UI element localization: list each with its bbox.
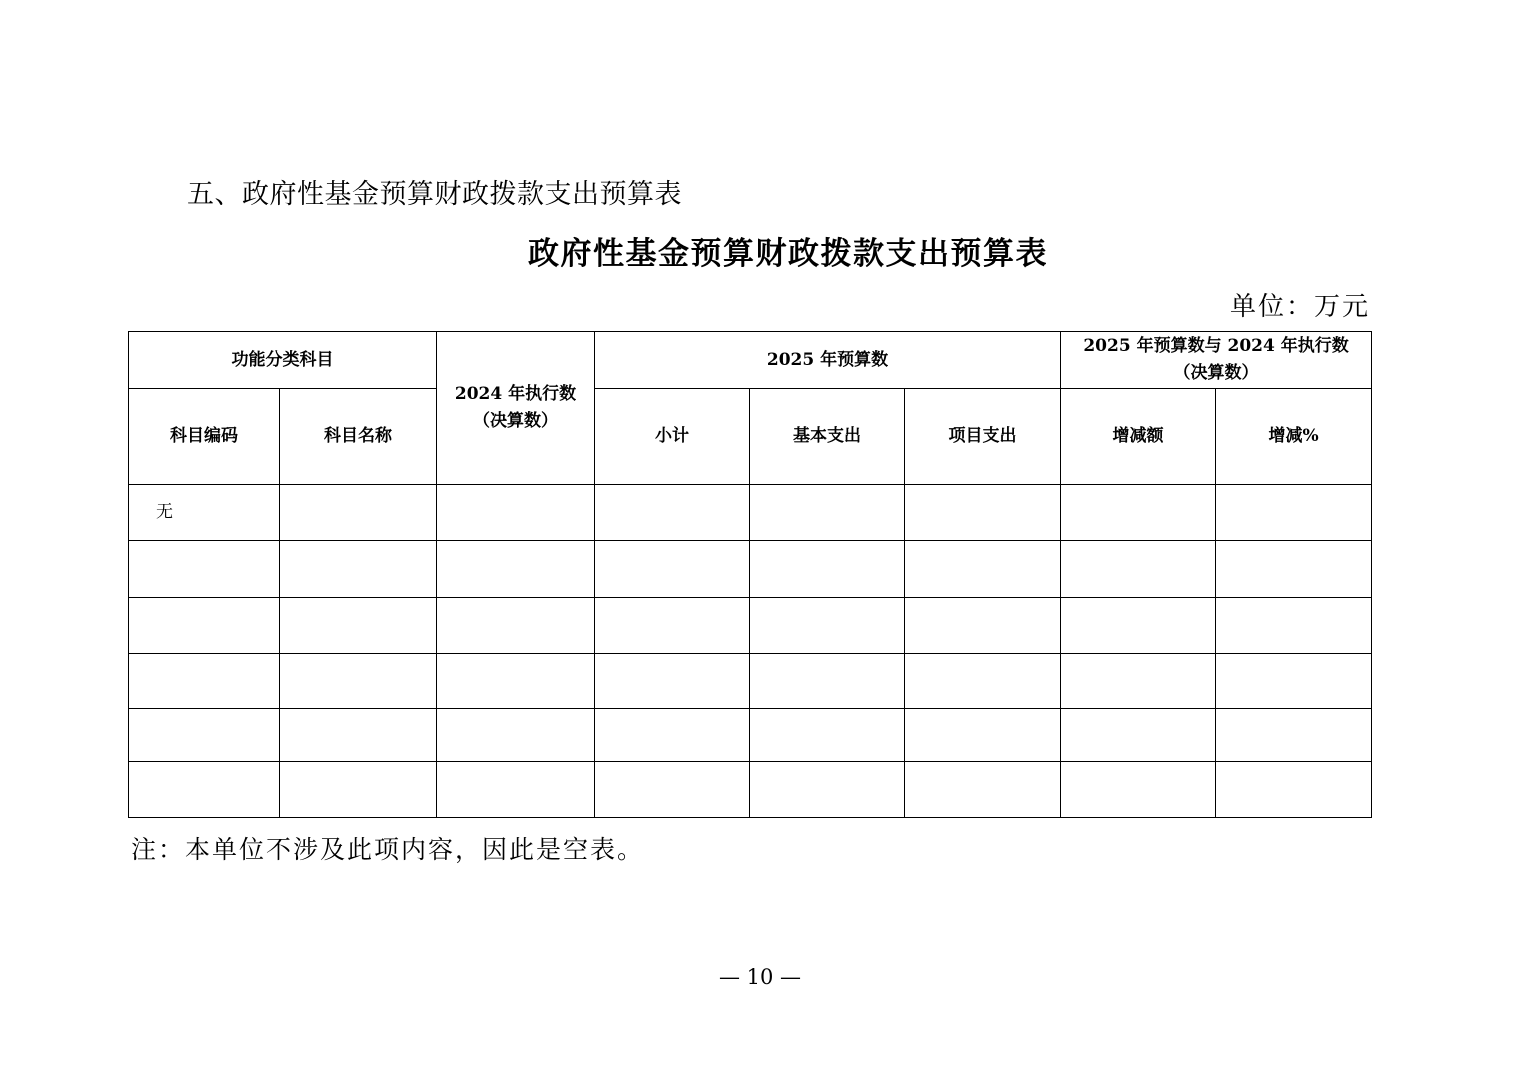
table-cell xyxy=(437,654,595,709)
table-cell xyxy=(1216,762,1372,818)
table-cell xyxy=(595,709,750,762)
header-project-expenditure: 项目支出 xyxy=(905,389,1061,485)
header-executed-2024-line2: （决算数） xyxy=(473,411,558,431)
table-cell xyxy=(1061,485,1216,541)
budget-table xyxy=(128,331,1372,818)
table-cell xyxy=(595,654,750,709)
table-cell xyxy=(437,598,595,654)
table-cell xyxy=(750,541,905,598)
header-subject-code: 科目编码 xyxy=(129,389,280,485)
table-cell xyxy=(280,709,437,762)
table-cell xyxy=(1061,541,1216,598)
table-body xyxy=(129,485,1372,818)
table-cell xyxy=(1061,654,1216,709)
table-cell xyxy=(437,709,595,762)
header-comparison-line2: （决算数） xyxy=(1173,363,1259,383)
table-cell xyxy=(750,709,905,762)
table-cell xyxy=(750,485,905,541)
table-cell xyxy=(595,762,750,818)
table-cell xyxy=(905,485,1061,541)
table-cell xyxy=(750,598,905,654)
table-cell xyxy=(905,762,1061,818)
table-row xyxy=(129,541,1372,598)
table-cell xyxy=(750,762,905,818)
header-subject-name: 科目名称 xyxy=(280,389,437,485)
table-cell xyxy=(595,541,750,598)
table-cell xyxy=(129,654,280,709)
table-cell xyxy=(1216,654,1372,709)
header-comparison-line1: 2025 年预算数与 2024 年执行数 xyxy=(1083,336,1349,356)
footnote: 注：本单位不涉及此项内容，因此是空表。 xyxy=(131,835,645,864)
section-heading: 五、政府性基金预算财政拨款支出预算表 xyxy=(187,179,682,210)
header-change-percent: 增减% xyxy=(1216,389,1372,485)
header-executed-2024 xyxy=(437,332,595,485)
table-cell xyxy=(905,598,1061,654)
header-change-amount: 增减额 xyxy=(1061,389,1216,485)
table-title: 政府性基金预算财政拨款支出预算表 xyxy=(528,236,1048,272)
table-row xyxy=(129,485,1372,541)
table-cell xyxy=(129,598,280,654)
table-cell xyxy=(1216,709,1372,762)
table-cell xyxy=(1216,485,1372,541)
unit-label: 单位：万元 xyxy=(1229,292,1370,322)
header-row-2 xyxy=(129,389,1372,485)
table-cell xyxy=(437,762,595,818)
table-row xyxy=(129,709,1372,762)
table-cell xyxy=(280,762,437,818)
header-row-1 xyxy=(129,332,1372,389)
table-cell xyxy=(905,709,1061,762)
table-cell xyxy=(750,654,905,709)
table-cell xyxy=(437,485,595,541)
table-row xyxy=(129,598,1372,654)
table-row xyxy=(129,762,1372,818)
header-executed-2024-line1: 2024 年执行数 xyxy=(454,384,577,404)
table-cell xyxy=(1216,598,1372,654)
table-cell xyxy=(595,485,750,541)
table-row xyxy=(129,654,1372,709)
header-budget-2025: 2025 年预算数 xyxy=(595,332,1061,389)
table-cell xyxy=(595,598,750,654)
table-cell xyxy=(280,541,437,598)
header-comparison xyxy=(1061,332,1372,389)
table-cell xyxy=(905,541,1061,598)
header-basic-expenditure: 基本支出 xyxy=(750,389,905,485)
table-cell xyxy=(1216,541,1372,598)
table-cell xyxy=(129,541,280,598)
table-cell xyxy=(280,654,437,709)
table-cell xyxy=(280,598,437,654)
table-cell xyxy=(1061,709,1216,762)
header-subtotal: 小计 xyxy=(595,389,750,485)
header-functional-classification: 功能分类科目 xyxy=(129,332,437,389)
table-cell xyxy=(437,541,595,598)
table-cell xyxy=(1061,762,1216,818)
table-cell xyxy=(129,709,280,762)
table-cell xyxy=(129,762,280,818)
table-cell: 无 xyxy=(129,485,280,541)
table-cell xyxy=(1061,598,1216,654)
table-cell xyxy=(280,485,437,541)
page-number: — 10 — xyxy=(718,965,802,989)
table-cell xyxy=(905,654,1061,709)
